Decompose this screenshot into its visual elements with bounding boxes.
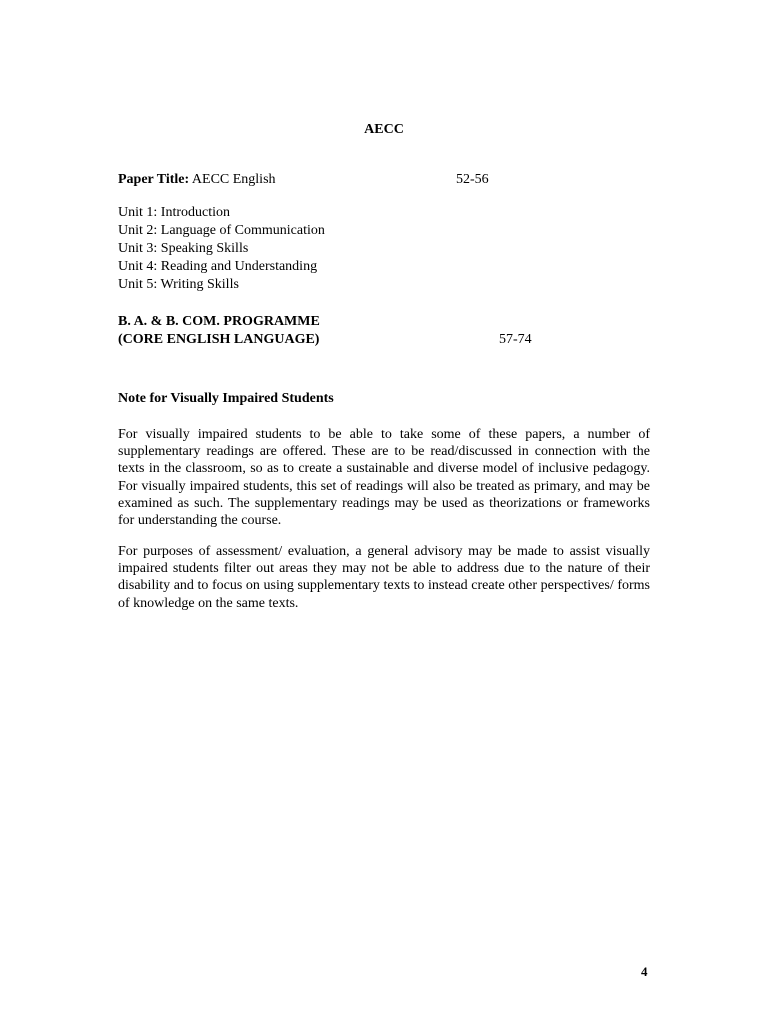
note-title: Note for Visually Impaired Students [118, 391, 334, 406]
paper-page-range: 52-56 [456, 172, 489, 187]
unit-item: Unit 4: Reading and Understanding [118, 259, 318, 274]
paper-title-label: Paper Title: [118, 172, 190, 187]
note-paragraph-1: For visually impaired students to be able to take some of these papers, a number of supplementary readings are offered. These are to be read/discussed in connection with the texts in the classroom, so as to create a sustainable and diverse model of inclusive pedagogy. For visually impaired students, this set of readings will also be treated as primary, and may be examined as such. The supplementary readings may be used as theorizations or frameworks for understanding the course. [118, 427, 650, 529]
programme-line-1: B. A. & B. COM. PROGRAMME [118, 314, 320, 329]
unit-item: Unit 2: Language of Communication [118, 223, 325, 238]
unit-item: Unit 3: Speaking Skills [118, 241, 249, 256]
programme-page-range: 57-74 [499, 332, 532, 347]
unit-item: Unit 1: Introduction [118, 205, 230, 220]
section-heading: AECC [364, 122, 404, 137]
paper-title-value: AECC English [191, 172, 276, 187]
paper-title-line [118, 171, 276, 189]
unit-item: Unit 5: Writing Skills [118, 277, 239, 292]
page-number: 4 [641, 964, 648, 979]
unit-list [118, 204, 325, 294]
programme-line-2: (CORE ENGLISH LANGUAGE) [118, 332, 320, 347]
note-paragraph-2: For purposes of assessment/ evaluation, a general advisory may be made to assist visually impaired students filter out areas they may not be able to address due to the nature of their disability and to focus on using supplementary texts to instead create other perspectives/ forms of knowledge on the same texts. [118, 544, 650, 611]
programme-heading [118, 313, 320, 349]
